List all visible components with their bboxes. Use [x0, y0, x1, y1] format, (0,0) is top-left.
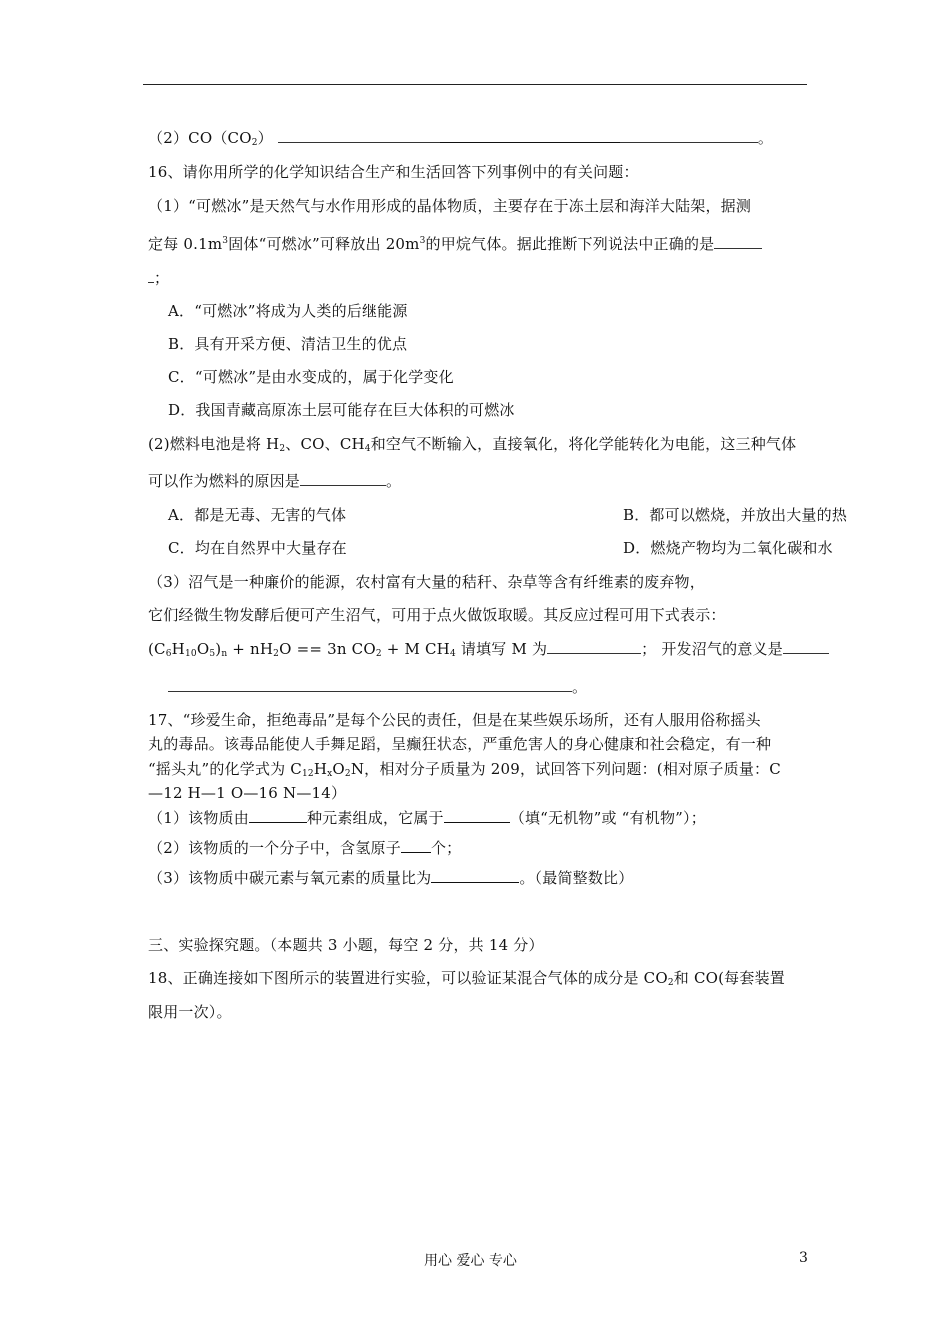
q17-line3: “摇头丸”的化学式为 $C_{12}H_xO_2N$，相对分子质量为 209，试回答下列问题：(相对原子质量：C: [148, 760, 781, 779]
answer-blank[interactable]: [440, 128, 620, 143]
answer-blank[interactable]: [401, 838, 431, 853]
q16-p3-line2: 它们经微生物发酵后便可产生沼气，可用于点火做饭取暖。其反应过程可用下式表示：: [148, 606, 726, 624]
q18-line2: 限用一次）。: [148, 1003, 232, 1021]
q16-p1-line2: 定每 $0.1m^3$固体“可燃冰”可释放出 $20m^3$的甲烷气体。据此推断下列说法中正确的是: [148, 231, 762, 254]
answer-blank[interactable]: [168, 677, 572, 692]
q17-sub3: （3）该物质中碳元素与氧元素的质量比为 。（最简整数比）: [148, 869, 634, 887]
answer-blank[interactable]: [431, 868, 519, 883]
answer-blank[interactable]: [249, 808, 307, 823]
q16-option2-c: C．均在自然界中大量存在: [168, 539, 347, 557]
q15-part2-line: $(2)CO(CO_2)$ 。: [148, 129, 774, 148]
page-number: 3: [799, 1250, 808, 1266]
footer-motto: 用心 爱心 专心: [424, 1253, 517, 1269]
answer-blank[interactable]: [444, 808, 510, 823]
q17-line2: 丸的毒品。该毒品能使人手舞足蹈，呈癫狂状态，严重危害人的身心健康和社会稳定，有一种: [148, 735, 772, 753]
q16-p3-line4: 。: [168, 677, 587, 697]
q18-line1: 18、正确连接如下图所示的装置进行实验，可以验证某混合气体的成分是 $CO_2$和 CO(每套装置: [148, 969, 785, 988]
q16-p1-line3: ；: [148, 268, 169, 288]
q16-option2-d: D．燃烧产物均为二氧化碳和水: [623, 539, 833, 557]
q17-sub2: （2）该物质的一个分子中，含氢原子 个；: [148, 839, 462, 857]
answer-blank[interactable]: [714, 234, 762, 249]
answer-blank[interactable]: [547, 639, 641, 654]
section3-title: 三、实验探究题。（本题共 3 小题，每空 2 分，共 14 分）: [148, 936, 544, 954]
q16-p2-line2: 可以作为燃料的原因是 。: [148, 472, 402, 490]
q16-p1-line1: （1）“可燃冰”是天然气与水作用形成的晶体物质，主要存在于冻土层和海洋大陆架，据测: [148, 197, 752, 215]
q17-line1: 17、“珍爱生命，拒绝毒品”是每个公民的责任，但是在某些娱乐场所，还有人服用俗称摇头: [148, 711, 761, 729]
answer-blank[interactable]: [300, 471, 386, 486]
header-rule: [143, 84, 807, 85]
q16-title: 16、请你用所学的化学知识结合生产和生活回答下列事例中的有关问题：: [148, 163, 639, 181]
q16-equation-line: $(C_6H_{10}O_5)_n + nH_2O == 3n$ $CO_2 + M$ $CH_4$ 请填写 M 为 ； 开发沼气的意义是: [148, 639, 829, 664]
q16-option-d: D．我国青藏高原冻土层可能存在巨大体积的可燃冰: [168, 401, 515, 419]
q17-line4: —12 H—1 O—16 N—14）: [148, 784, 347, 802]
answer-blank[interactable]: [278, 128, 440, 143]
q16-option-c: C．“可燃冰”是由水变成的，属于化学变化: [168, 368, 454, 386]
answer-blank[interactable]: [620, 128, 758, 143]
q17-sub1: （1）该物质由 种元素组成，它属于 （填“无机物”或 “有机物”）；: [148, 809, 706, 827]
q16-option-a: A．“可燃冰”将成为人类的后继能源: [168, 302, 408, 320]
q15-part2-label: （2）CO（CO: [148, 129, 252, 147]
answer-blank[interactable]: [783, 639, 829, 654]
q16-options2-row2: [168, 538, 833, 558]
q16-options2-row1: [168, 505, 848, 525]
q16-option2-b: B．都可以燃烧，并放出大量的热: [623, 506, 848, 524]
q16-p2-line1: (2)燃料电池是将 $H_2$、CO、$CH_4$和空气不断输入，直接氧化，将化学能转化为电能，这三种气体: [148, 435, 797, 454]
q16-option-b: B．具有开采方便、清洁卫生的优点: [168, 335, 408, 353]
q16-option2-a: A．都是无毒、无害的气体: [168, 506, 347, 524]
q16-p3-line1: （3）沼气是一种廉价的能源，农村富有大量的秸秆、杂草等含有纤维素的废弃物，: [148, 573, 705, 591]
